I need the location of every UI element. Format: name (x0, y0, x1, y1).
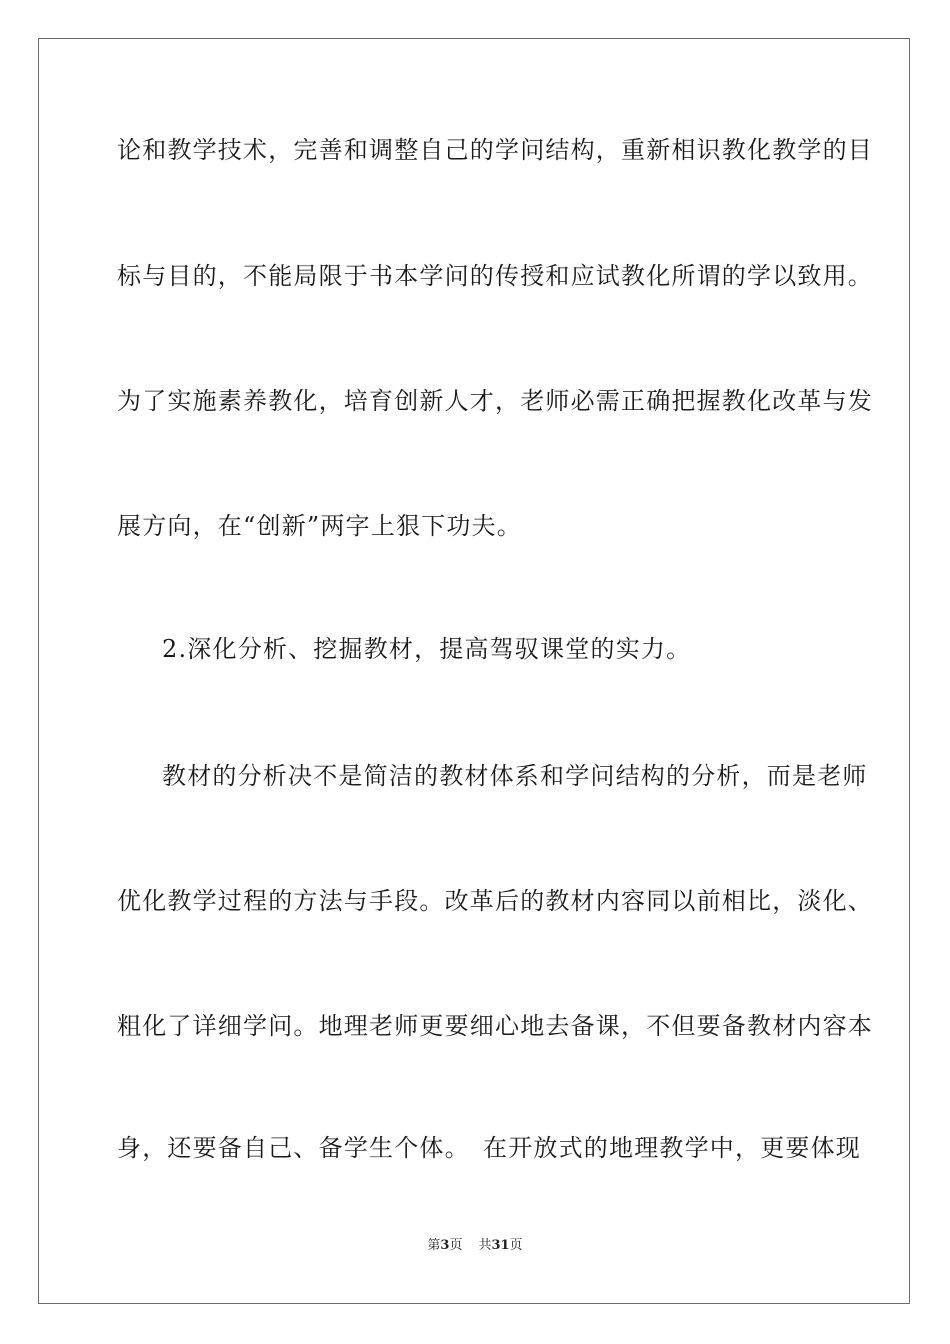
footer-total-prefix: 共 (478, 1238, 492, 1253)
section-heading: 2.深化分析、挖掘教材，提高驾驭课堂的实力。 (162, 635, 692, 663)
text-line-4: 展方向，在“创新”两字上狠下功夫。 (117, 512, 522, 540)
footer-current-page: 3 (440, 1238, 450, 1253)
text-line-2: 标与目的，不能局限于书本学问的传授和应试教化所谓的学以致用。 (117, 262, 873, 290)
text-line-3: 为了实施素养教化，培育创新人才，老师必需正确把握教化改革与发 (117, 387, 873, 415)
text-line-1: 论和教学技术，完善和调整自己的学问结构，重新相识教化教学的目 (117, 136, 873, 164)
footer-page-suffix: 页 (449, 1238, 463, 1253)
footer-total-pages: 31 (491, 1238, 510, 1253)
text-line-9: 身，还要备自己、备学生个体。 在开放式的地理教学中，更要体现 (117, 1134, 861, 1162)
text-line-7: 优化教学过程的方法与手段。改革后的教材内容同以前相比，淡化、 (117, 887, 873, 915)
page-footer (0, 1238, 950, 1254)
footer-prefix: 第 (427, 1238, 441, 1253)
page-border (38, 38, 910, 1304)
text-line-6: 教材的分析决不是简洁的教材体系和学问结构的分析，而是老师 (162, 762, 868, 790)
text-line-8: 粗化了详细学问。地理老师更要细心地去备课，不但要备教材内容本 (117, 1012, 873, 1040)
footer-total-suffix: 页 (509, 1238, 523, 1253)
